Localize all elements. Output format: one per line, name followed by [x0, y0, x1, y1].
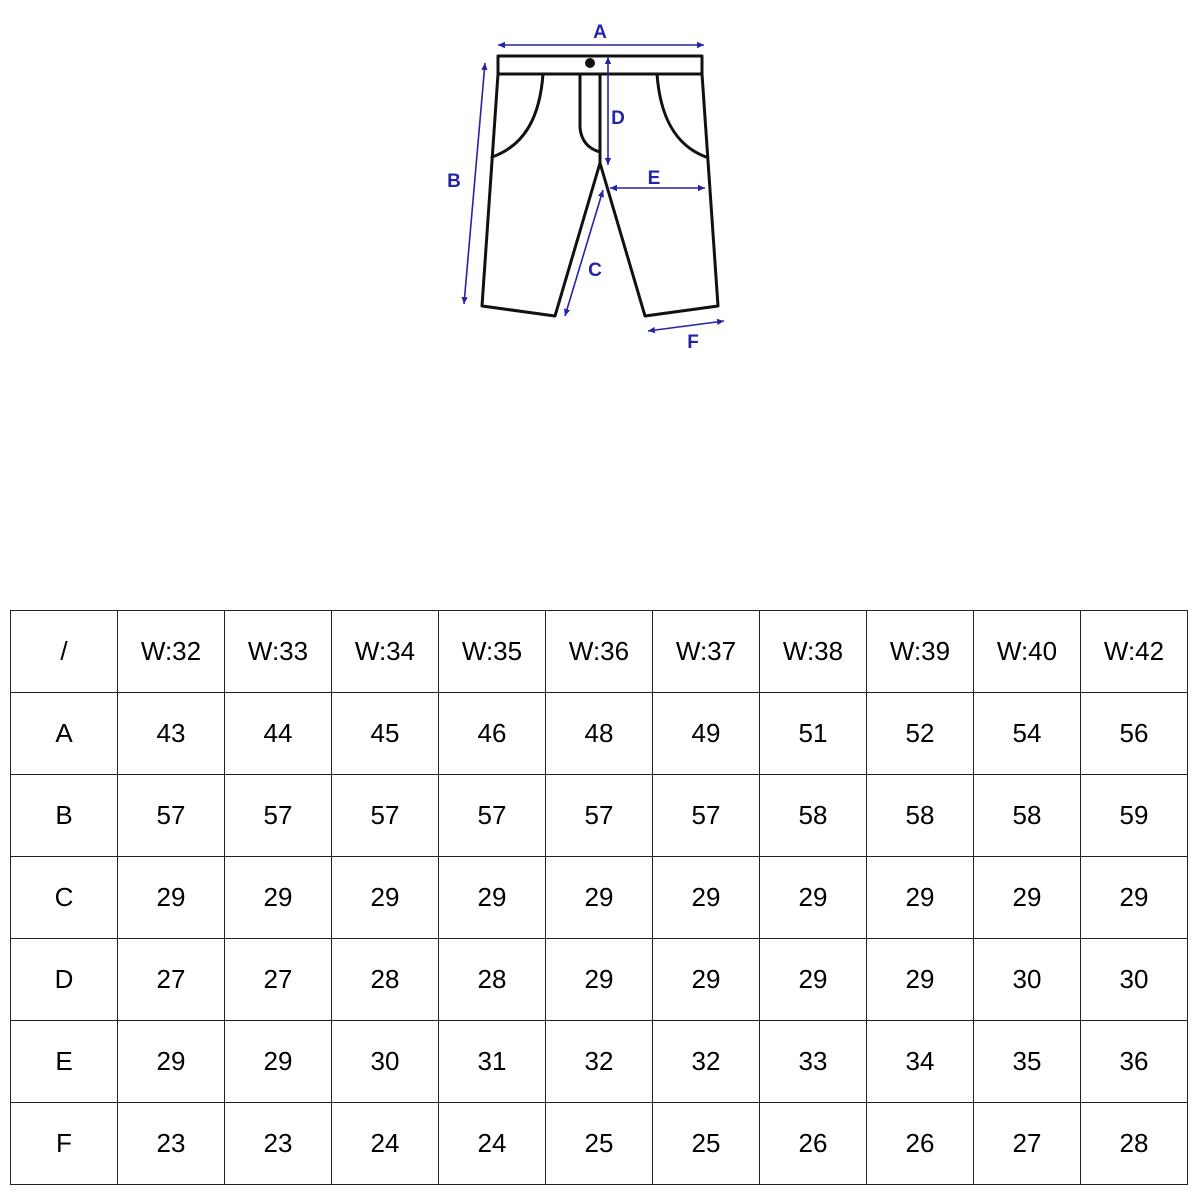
- table-cell: 57: [439, 775, 546, 857]
- table-cell: 28: [439, 939, 546, 1021]
- table-cell: 23: [118, 1103, 225, 1185]
- table-cell: 29: [760, 857, 867, 939]
- table-header-cell: W:42: [1081, 611, 1188, 693]
- waist-button: [585, 58, 595, 68]
- right-pocket: [657, 74, 706, 157]
- table-row-label: C: [11, 857, 118, 939]
- table-cell: 29: [546, 939, 653, 1021]
- table-header-cell: W:36: [546, 611, 653, 693]
- table-cell: 29: [653, 939, 760, 1021]
- table-cell: 58: [760, 775, 867, 857]
- table-cell: 27: [974, 1103, 1081, 1185]
- table-cell: 29: [225, 1021, 332, 1103]
- table-header-row: [11, 611, 1188, 693]
- table-cell: 49: [653, 693, 760, 775]
- dimension-d-label: D: [611, 108, 625, 129]
- table-cell: 30: [332, 1021, 439, 1103]
- left-pocket: [492, 74, 543, 157]
- table-cell: 32: [653, 1021, 760, 1103]
- table-header-cell: W:40: [974, 611, 1081, 693]
- table-cell: 29: [225, 857, 332, 939]
- table-cell: 44: [225, 693, 332, 775]
- dimension-b-label: B: [447, 171, 461, 192]
- size-chart-table: [10, 610, 1188, 1185]
- table-header-cell: W:35: [439, 611, 546, 693]
- table-cell: 32: [546, 1021, 653, 1103]
- table-corner-cell: /: [11, 611, 118, 693]
- table-cell: 29: [439, 857, 546, 939]
- table-row-d: [11, 939, 1188, 1021]
- table-cell: 58: [867, 775, 974, 857]
- dimension-e-label: E: [647, 168, 661, 189]
- table-cell: 57: [546, 775, 653, 857]
- table-cell: 54: [974, 693, 1081, 775]
- table-row-label: F: [11, 1103, 118, 1185]
- table-cell: 29: [760, 939, 867, 1021]
- table-cell: 31: [439, 1021, 546, 1103]
- table-header-cell: W:32: [118, 611, 225, 693]
- table-row-label: A: [11, 693, 118, 775]
- table-row-label: B: [11, 775, 118, 857]
- table-cell: 27: [118, 939, 225, 1021]
- table-cell: 46: [439, 693, 546, 775]
- table-cell: 29: [118, 1021, 225, 1103]
- table-cell: 29: [974, 857, 1081, 939]
- dimension-c-label: C: [588, 260, 602, 281]
- table-cell: 57: [653, 775, 760, 857]
- table-cell: 30: [1081, 939, 1188, 1021]
- table-cell: 28: [1081, 1103, 1188, 1185]
- table-header-cell: W:37: [653, 611, 760, 693]
- table-row-label: E: [11, 1021, 118, 1103]
- dimension-b-arrow: [464, 63, 485, 304]
- table-cell: 27: [225, 939, 332, 1021]
- table-cell: 29: [653, 857, 760, 939]
- table-cell: 36: [1081, 1021, 1188, 1103]
- table-row-a: [11, 693, 1188, 775]
- table-cell: 29: [332, 857, 439, 939]
- table-row-e: [11, 1021, 1188, 1103]
- table-cell: 57: [225, 775, 332, 857]
- dimension-f-arrow: [648, 321, 724, 331]
- table-cell: 26: [760, 1103, 867, 1185]
- table-cell: 51: [760, 693, 867, 775]
- table-cell: 56: [1081, 693, 1188, 775]
- left-leg-outline: [482, 74, 600, 316]
- table-cell: 29: [118, 857, 225, 939]
- table-cell: 29: [867, 939, 974, 1021]
- table-row-label: D: [11, 939, 118, 1021]
- table-cell: 33: [760, 1021, 867, 1103]
- table-cell: 29: [1081, 857, 1188, 939]
- table-cell: 30: [974, 939, 1081, 1021]
- waistband: [498, 56, 702, 74]
- table-header-cell: W:33: [225, 611, 332, 693]
- table-cell: 29: [546, 857, 653, 939]
- fly-stitching: [580, 74, 600, 152]
- table-cell: 58: [974, 775, 1081, 857]
- table-cell: 52: [867, 693, 974, 775]
- table-cell: 25: [546, 1103, 653, 1185]
- shorts-measurement-diagram: [0, 0, 1200, 400]
- table-cell: 48: [546, 693, 653, 775]
- table-cell: 34: [867, 1021, 974, 1103]
- table-cell: 23: [225, 1103, 332, 1185]
- table-cell: 45: [332, 693, 439, 775]
- table-cell: 25: [653, 1103, 760, 1185]
- table-cell: 57: [118, 775, 225, 857]
- table-row-b: [11, 775, 1188, 857]
- table-cell: 43: [118, 693, 225, 775]
- dimension-c-arrow: [565, 190, 603, 316]
- table-cell: 29: [867, 857, 974, 939]
- table-cell: 26: [867, 1103, 974, 1185]
- table-cell: 59: [1081, 775, 1188, 857]
- dimension-f-label: F: [687, 332, 699, 353]
- table-header-cell: W:38: [760, 611, 867, 693]
- table-cell: 57: [332, 775, 439, 857]
- table-cell: 28: [332, 939, 439, 1021]
- table-header-cell: W:39: [867, 611, 974, 693]
- table-row-f: [11, 1103, 1188, 1185]
- table-cell: 24: [332, 1103, 439, 1185]
- table-cell: 24: [439, 1103, 546, 1185]
- table-header-cell: W:34: [332, 611, 439, 693]
- dimension-a-label: A: [593, 22, 607, 43]
- table-cell: 35: [974, 1021, 1081, 1103]
- table-row-c: [11, 857, 1188, 939]
